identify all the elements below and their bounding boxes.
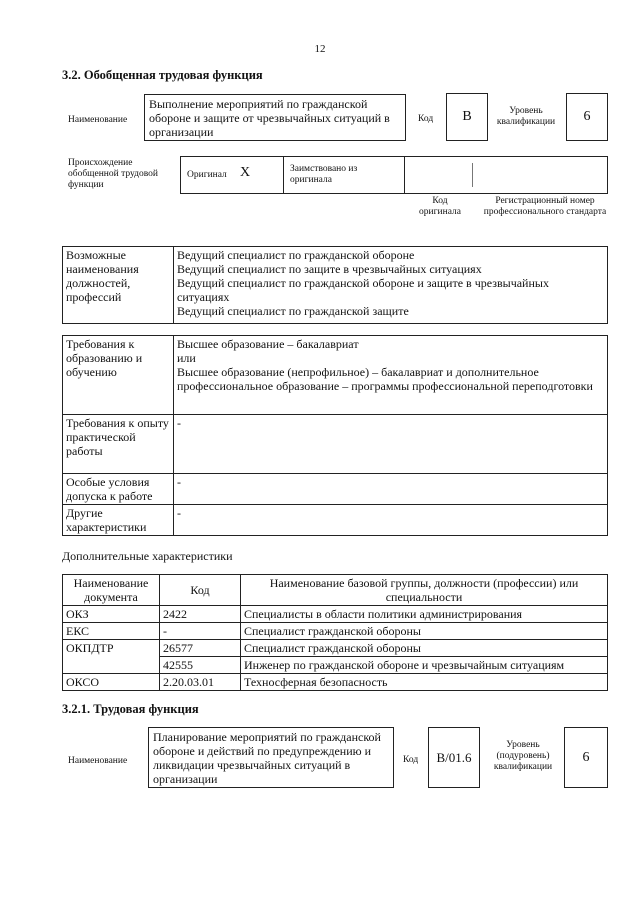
- requirement-label: Требования к опыту практической работы: [63, 415, 174, 474]
- page-number: 12: [314, 43, 326, 55]
- code-label: Код: [403, 755, 419, 765]
- level-value: 6: [566, 93, 608, 141]
- row-name: Инженер по гражданской обороне и чрезвычайным ситуациям: [241, 657, 608, 674]
- subsection-heading: 3.2.1. Трудовая функция: [62, 702, 199, 716]
- row-name: Техносферная безопасность: [241, 674, 608, 691]
- additional-table: [62, 574, 608, 691]
- table-row: [63, 674, 608, 691]
- row-name: Специалист гражданской обороны: [241, 623, 608, 640]
- original-mark: X: [240, 165, 251, 180]
- name-label: Наименование: [68, 115, 128, 125]
- level-label: Уровень (подуровень) квалификации: [493, 740, 553, 772]
- reg-number-caption: Регистрационный номер профессионального стандарта: [483, 196, 607, 217]
- code-value: B/01.6: [428, 727, 480, 788]
- origin-divider: [283, 156, 284, 194]
- position-item: Ведущий специалист по гражданской обороне и защите в чрезвычайных ситуациях: [177, 276, 549, 304]
- row-code: 42555: [160, 657, 241, 674]
- table-row: [63, 640, 608, 657]
- header-doc: Наименование документа: [63, 575, 160, 606]
- section-heading: 3.2. Обобщенная трудовая функция: [62, 68, 263, 82]
- requirements-table: [62, 335, 608, 536]
- header-name: Наименование базовой группы, должности (профессии) или специальности: [241, 575, 608, 606]
- origin-divider: [404, 156, 405, 194]
- code-original-caption: Код оригинала: [419, 196, 461, 217]
- origin-label: Происхождение обобщенной трудовой функции: [68, 158, 158, 190]
- header-code: Код: [160, 575, 241, 606]
- row-doc: ЕКС: [63, 623, 160, 640]
- gen-function-name: Выполнение мероприятий по гражданской обороне и защите от чрезвычайных ситуаций в организации: [144, 94, 406, 141]
- requirement-value: -: [174, 415, 608, 474]
- positions-table: [62, 246, 608, 324]
- labor-function-name: Планирование мероприятий по гражданской обороне и действий по предупреждению и ликвидации чрезвычайных ситуаций в организации: [148, 727, 394, 788]
- row-doc: ОКСО: [63, 674, 160, 691]
- row-code: 26577: [160, 640, 241, 657]
- requirement-value: -: [174, 474, 608, 505]
- requirement-label: Особые условия допуска к работе: [63, 474, 174, 505]
- additional-heading: Дополнительные характеристики: [62, 549, 233, 563]
- position-item: Ведущий специалист по гражданской защите: [177, 304, 409, 318]
- level-value: 6: [564, 727, 608, 788]
- level-label: Уровень квалификации: [496, 106, 556, 127]
- code-label: Код: [418, 114, 434, 124]
- table-row: [63, 606, 608, 623]
- position-item: Ведущий специалист по защите в чрезвычайных ситуациях: [177, 262, 482, 276]
- row-name: Специалисты в области политики администрирования: [241, 606, 608, 623]
- table-row: [63, 623, 608, 640]
- name-label: Наименование: [68, 756, 128, 766]
- requirement-label: Другие характеристики: [63, 505, 174, 536]
- position-item: Ведущий специалист по гражданской обороне: [177, 248, 415, 262]
- requirement-value: -: [174, 505, 608, 536]
- borrowed-label: Заимствовано из оригинала: [290, 164, 358, 185]
- requirement-label: Требования к образованию и обучению: [63, 336, 174, 415]
- row-code: 2.20.03.01: [160, 674, 241, 691]
- row-code: -: [160, 623, 241, 640]
- requirement-value: Высшее образование – бакалавриат или Высшее образование (непрофильное) – бакалавриат и дополнительное профессиональное образование – программы профессиональной переподготовки: [174, 336, 608, 415]
- origin-divider: [472, 163, 473, 187]
- row-doc: ОКЗ: [63, 606, 160, 623]
- row-doc: ОКПДТР: [63, 640, 160, 674]
- positions-label: Возможные наименования должностей, профессий: [63, 247, 174, 324]
- row-name: Специалист гражданской обороны: [241, 640, 608, 657]
- positions-list: [174, 247, 608, 324]
- original-label: Оригинал: [187, 170, 227, 180]
- row-code: 2422: [160, 606, 241, 623]
- code-value: B: [446, 93, 488, 141]
